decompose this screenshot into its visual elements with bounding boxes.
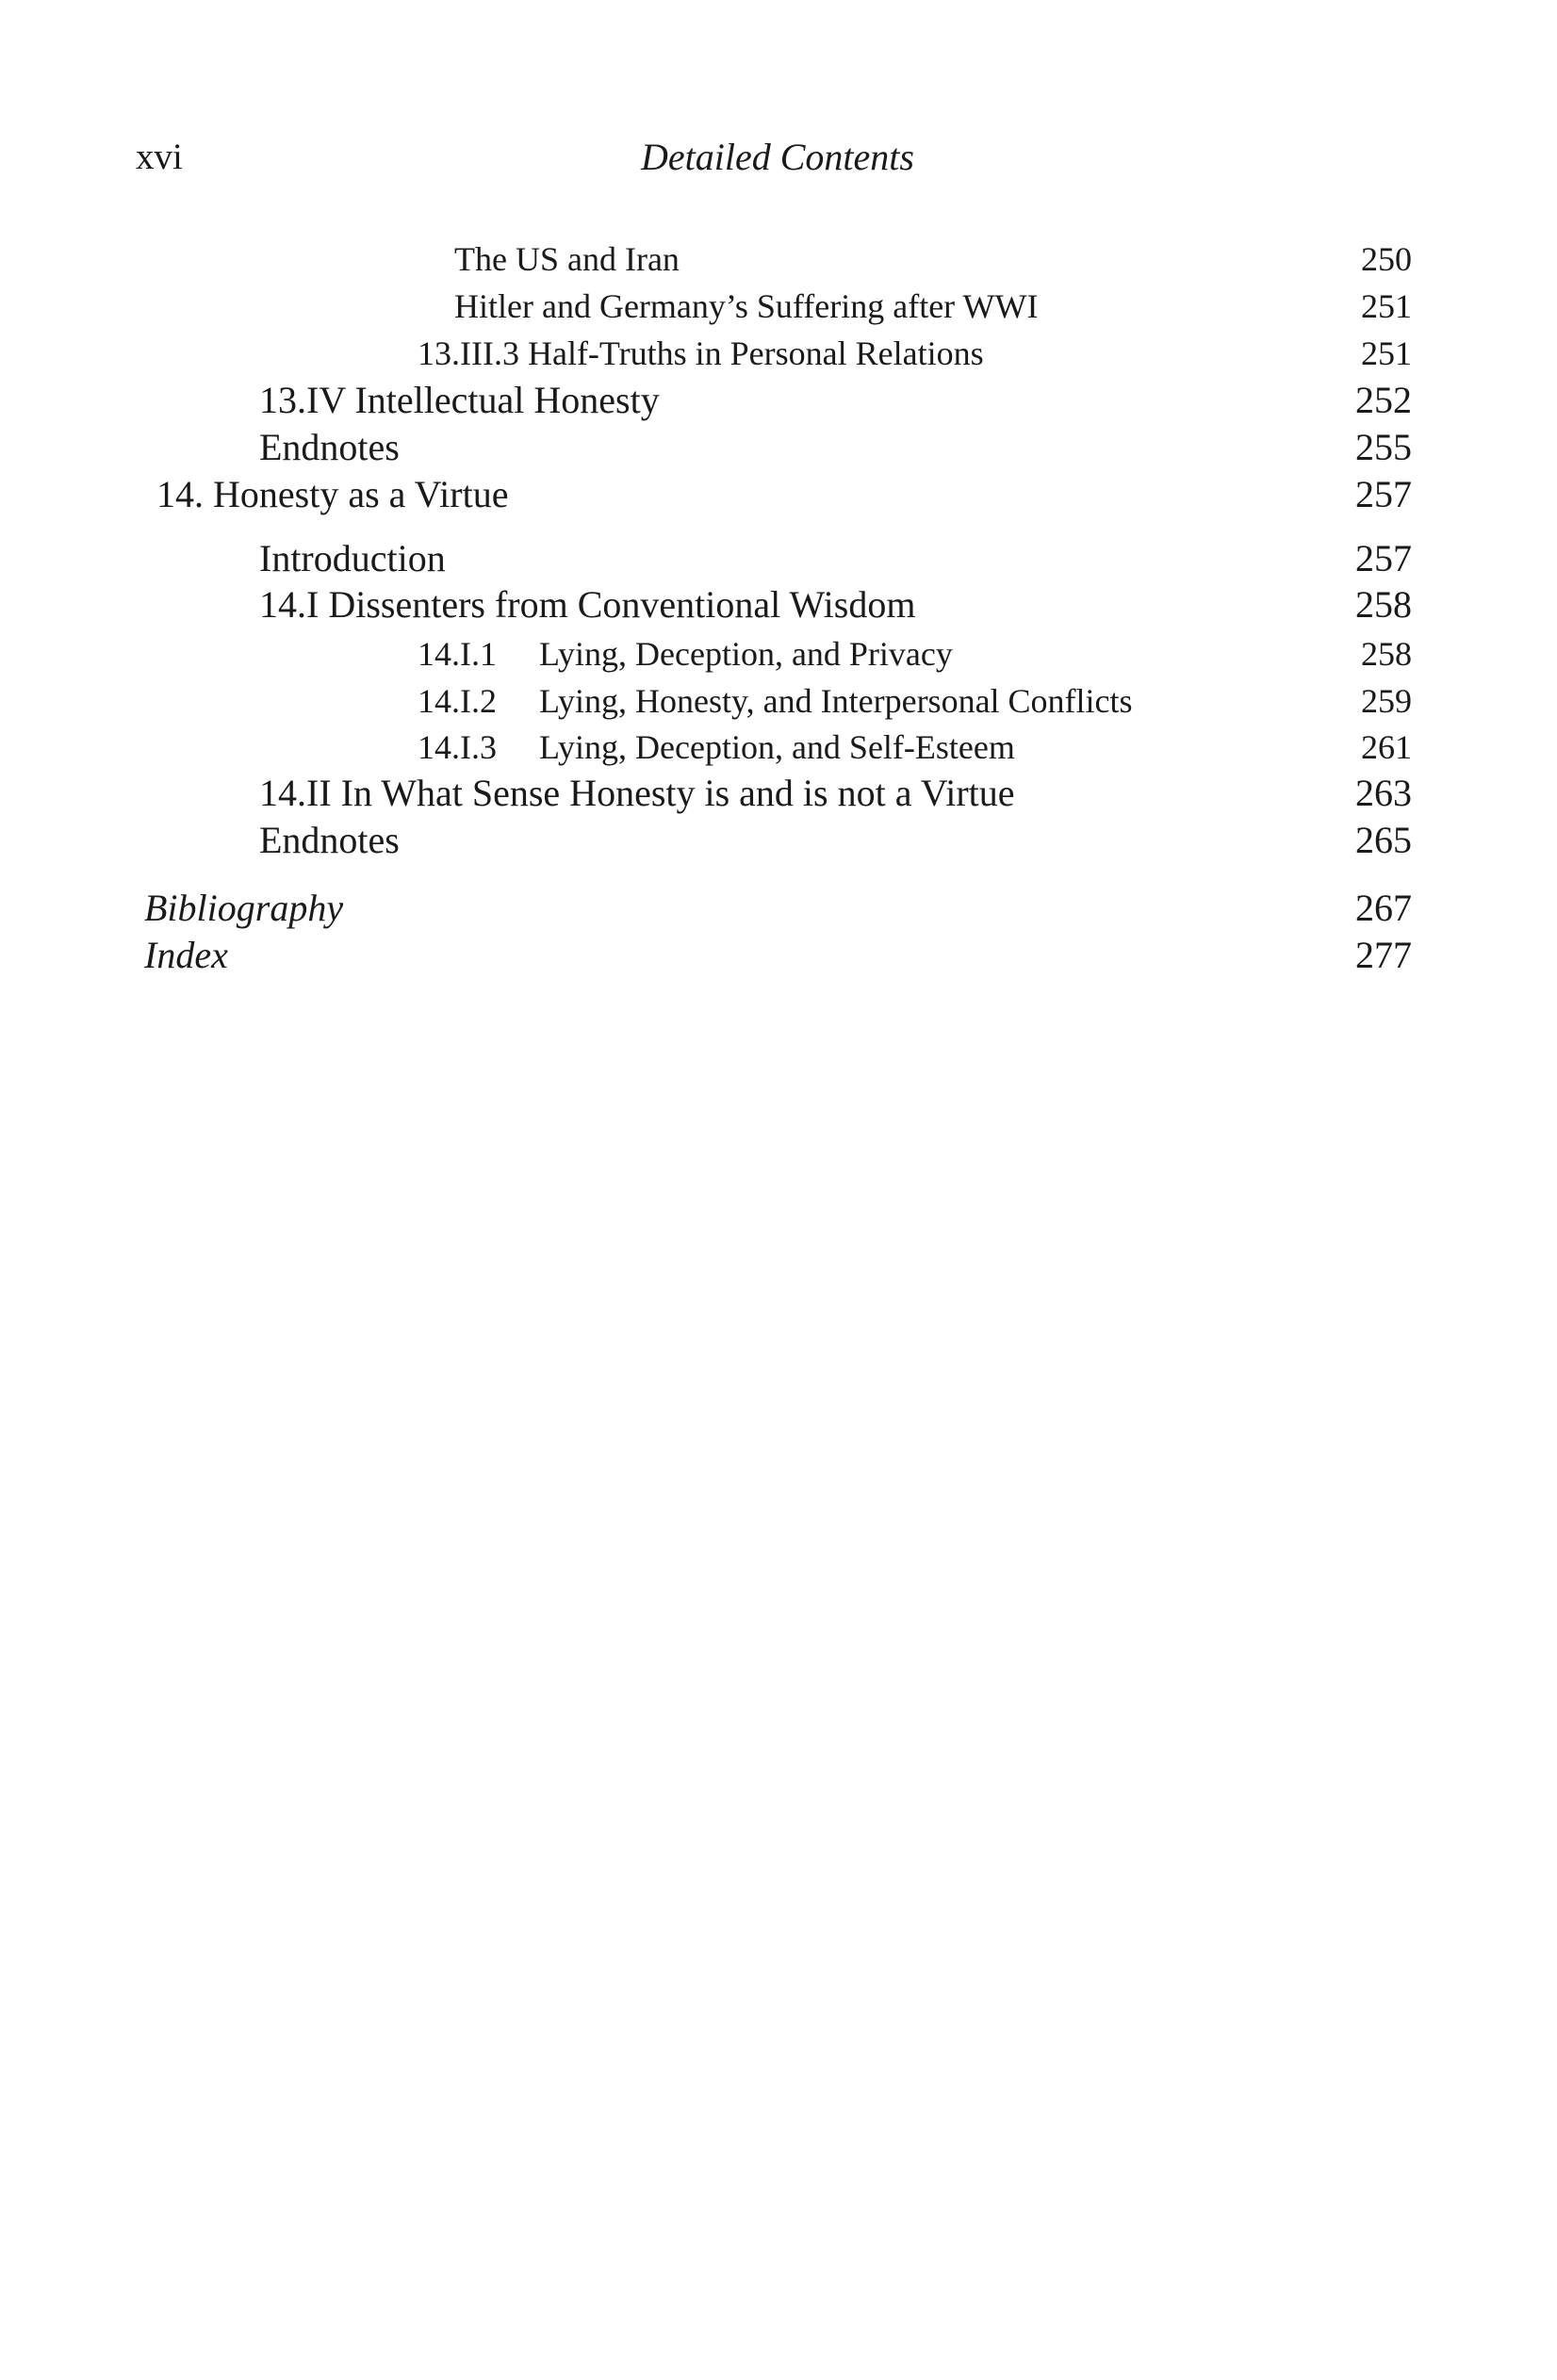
toc-entry-number: 14.I.1 [418,635,497,673]
page-number: xvi [136,137,183,177]
toc-entry-14-I-1 [0,633,1557,675]
toc-entry-title: 14. Honesty as a Virtue [156,473,509,515]
toc-entry-endnotes-13 [0,425,1557,470]
toc-entry-page: 257 [1355,473,1412,515]
toc-entry-introduction [0,536,1557,581]
toc-entry-page: 255 [1355,426,1412,468]
toc-entry-page: 257 [1355,537,1412,579]
toc-entry-title: Lying, Deception, and Privacy [539,635,953,673]
toc-entry-title: Lying, Honesty, and Interpersonal Conflicts [539,682,1133,720]
toc-entry-bibliography [0,886,1557,931]
toc-entry-hitler-germany [0,285,1557,327]
running-title: Detailed Contents [641,136,914,178]
toc-entry-13-III-3 [0,333,1557,374]
toc-entry-title: 14.II In What Sense Honesty is and is not a Virtue [259,772,1015,814]
toc-entry-14-I-3 [0,726,1557,768]
toc-entry-us-iran [0,238,1557,280]
toc-entry-number: 14.I.2 [418,682,497,720]
toc-entry-title: Hitler and Germany’s Suffering after WWI [454,287,1039,325]
toc-entry-14-I [0,582,1557,628]
toc-entry-page: 277 [1355,934,1412,976]
toc-entry-index [0,933,1557,978]
toc-entry-title: Endnotes [259,819,400,861]
toc-entry-title: 14.I Dissenters from Conventional Wisdom [259,583,916,626]
toc-entry-title: 13.III.3 Half-Truths in Personal Relations [418,334,984,372]
toc-entry-page: 258 [1355,583,1412,626]
toc-entry-page: 251 [1361,287,1412,325]
toc-entry-page: 251 [1361,334,1412,372]
table-of-contents [0,0,1557,1036]
toc-entry-title: Lying, Deception, and Self-Esteem [539,728,1015,766]
toc-entry-page: 267 [1355,887,1412,929]
toc-entry-14-I-2 [0,680,1557,722]
toc-entry-title: The US and Iran [454,240,680,278]
toc-entry-page: 258 [1361,635,1412,673]
toc-entry-title: Endnotes [259,426,400,468]
toc-entry-title: Introduction [259,537,446,579]
toc-entry-title: Bibliography [144,887,344,929]
toc-entry-13-IV [0,378,1557,423]
toc-entry-title: 13.IV Intellectual Honesty [259,379,660,421]
toc-entry-page: 259 [1361,682,1412,720]
toc-entry-endnotes-14 [0,818,1557,863]
toc-entry-page: 265 [1355,819,1412,861]
toc-entry-page: 261 [1361,728,1412,766]
toc-entry-chapter-14 [0,472,1557,517]
toc-entry-number: 14.I.3 [418,728,497,766]
toc-entry-page: 263 [1355,772,1412,814]
toc-entry-14-II [0,771,1557,816]
toc-entry-page: 252 [1355,379,1412,421]
toc-entry-title: Index [144,934,228,976]
toc-entry-page: 250 [1361,240,1412,278]
